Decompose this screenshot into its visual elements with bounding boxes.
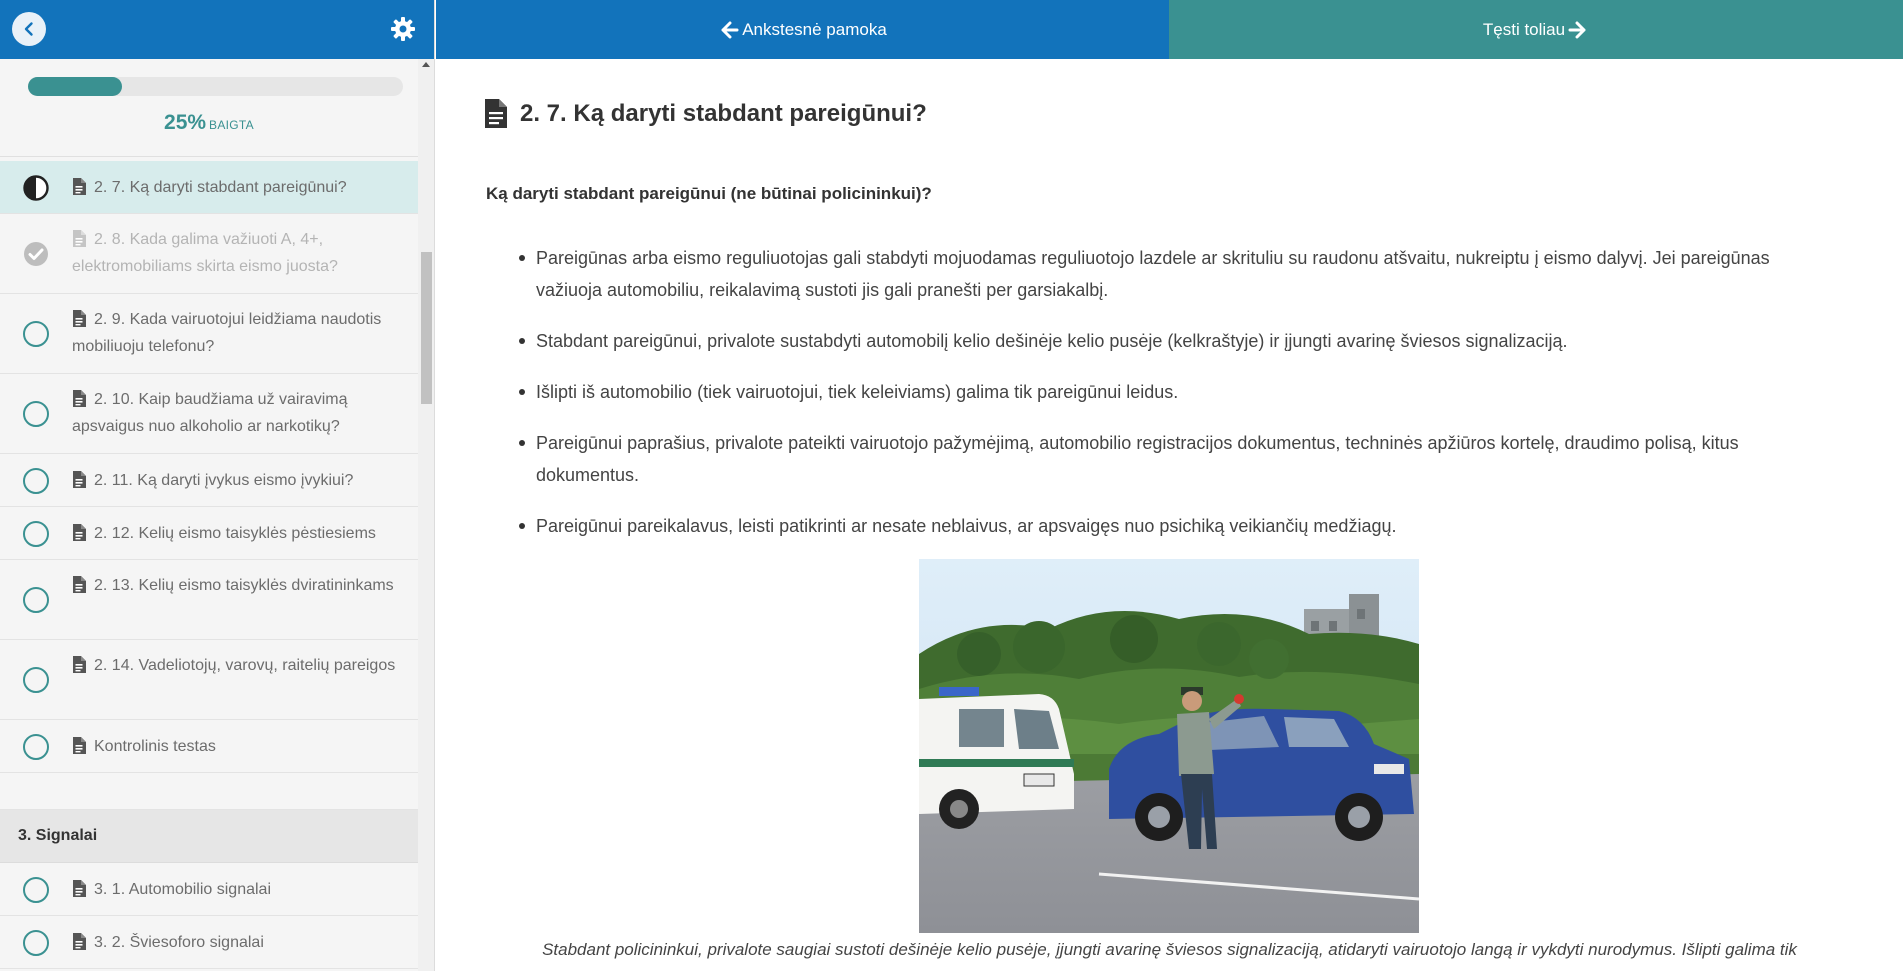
lesson-item[interactable] [0,214,418,294]
lesson-label: 2. 11. Ką daryti įvykus eismo įvykiui? [94,472,354,489]
sidebar-header [0,0,435,59]
lesson-content [436,59,1903,971]
section-title: 3. Signalai [18,827,98,844]
lesson-label: 2. 7. Ką daryti stabdant pareigūnui? [94,179,347,196]
empty-circle-icon [23,468,49,494]
empty-circle-icon [23,521,49,547]
empty-circle-icon [23,321,49,347]
lesson-item[interactable] [0,560,418,640]
list-item: Pareigūnui paprašius, privalote pateikti vairuotojo pažymėjimą, automobilio registracijos dokumentus, techninės apžiūros kortelę, draudimo polisą, kitus dokumentus. [536,427,1796,491]
lesson-label: 3. 2. Šviesoforo signalai [94,934,264,951]
lesson-item[interactable] [0,640,418,720]
section-header[interactable] [0,810,418,863]
progress-bar [28,77,403,96]
lesson-item[interactable] [0,454,418,507]
chevron-left-icon [21,21,37,37]
previous-lesson-button[interactable] [436,0,1169,59]
document-icon [72,933,86,950]
document-icon [72,230,86,247]
empty-circle-icon [23,734,49,760]
scroll-up-arrow-icon[interactable] [422,62,430,67]
document-icon [72,576,86,593]
lesson-item[interactable] [0,294,418,374]
document-icon [72,656,86,673]
list-item: Pareigūnas arba eismo reguliuotojas gali stabdyti mojuodamas reguliuotojo lazdele ar skrituliu su raudonu atšvaitu, nukreiptu į eismo dalyvį. Jei pareigūnas važiuoja automobiliu, reikalavimą sustoti jis gali pranešti per garsiakalbį. [536,242,1796,306]
progress-label [0,111,418,135]
lesson-label: 2. 9. Kada vairuotojui leidžiama naudotis mobiliuoju telefonu? [72,311,382,355]
course-progress [0,59,418,157]
page-title [484,99,927,128]
lesson-sidebar [0,0,435,971]
document-icon [72,390,86,407]
lesson-label: 3. 1. Automobilio signalai [94,881,271,898]
document-icon [72,178,86,195]
checkmark-circle-icon [23,241,49,267]
lesson-item[interactable] [0,863,418,916]
lesson-label: 2. 14. Vadeliotojų, varovų, raitelių pareigos [94,657,396,674]
arrow-right-icon [1568,21,1586,39]
list-item: Išlipti iš automobilio (tiek vairuotojui, tiek keleiviams) galima tik pareigūnui leidus. [536,376,1796,408]
lesson-item[interactable] [0,720,418,773]
document-icon [72,524,86,541]
rules-list [536,242,1796,561]
settings-button[interactable] [388,14,418,44]
lesson-item[interactable] [0,507,418,560]
lesson-item[interactable] [0,916,418,969]
photo-caption: Stabdant policininkui, privalote saugiai sustoti dešinėje kelio pusėje, įjungti avarinę šviesos signalizaciją, atidaryti vairuotojo langą ir vykdyti nurodymus. Išlipti galima tik [542,940,1797,959]
lesson-item[interactable] [0,161,418,214]
lesson-item[interactable] [0,374,418,454]
progress-done-label: BAIGTA [209,118,254,132]
previous-lesson-label: Ankstesnė pamoka [742,19,887,39]
lesson-label: 2. 13. Kelių eismo taisyklės dviratininkams [94,577,394,594]
document-icon [72,880,86,897]
continue-label: Tęsti toliau [1482,19,1566,39]
lesson-label: 2. 8. Kada galima važiuoti A, 4+, elektromobiliams skirta eismo juosta? [72,231,338,275]
document-icon [72,737,86,754]
gear-icon [390,16,416,42]
document-icon [72,471,86,488]
lesson-label: 2. 12. Kelių eismo taisyklės pėstiesiems [94,525,376,542]
back-button[interactable] [12,12,46,46]
police-stop-photo [919,559,1419,933]
empty-circle-icon [23,587,49,613]
lesson-title: 2. 7. Ką daryti stabdant pareigūnui? [520,99,927,127]
list-item: Stabdant pareigūnui, privalote sustabdyti automobilį kelio dešinėje kelio pusėje (kelkraštyje) ir įjungti avarinę šviesos signalizaciją. [536,325,1796,357]
section-subheading: Ką daryti stabdant pareigūnui (ne būtinai policininkui)? [486,184,932,203]
lesson-label: Kontrolinis testas [94,738,216,755]
empty-circle-icon [23,877,49,903]
list-item: Pareigūnui pareikalavus, leisti patikrinti ar nesate neblaivus, ar apsvaigęs nuo psichiką veikiančių medžiagų. [536,510,1796,542]
lesson-list [0,161,418,969]
document-icon [484,99,508,128]
empty-circle-icon [23,930,49,956]
progress-bar-fill [28,77,122,96]
progress-percent: 25% [164,111,207,134]
continue-button[interactable] [1169,0,1903,59]
empty-circle-icon [23,401,49,427]
half-circle-progress-icon [23,175,49,201]
empty-circle-icon [23,667,49,693]
arrow-left-icon [721,21,739,39]
lesson-label: 2. 10. Kaip baudžiama už vairavimą apsvaigus nuo alkoholio ar narkotikų? [72,391,348,435]
section-divider [0,773,418,810]
document-icon [72,310,86,327]
sidebar-scrollbar[interactable] [418,59,435,971]
scrollbar-thumb[interactable] [421,252,432,404]
